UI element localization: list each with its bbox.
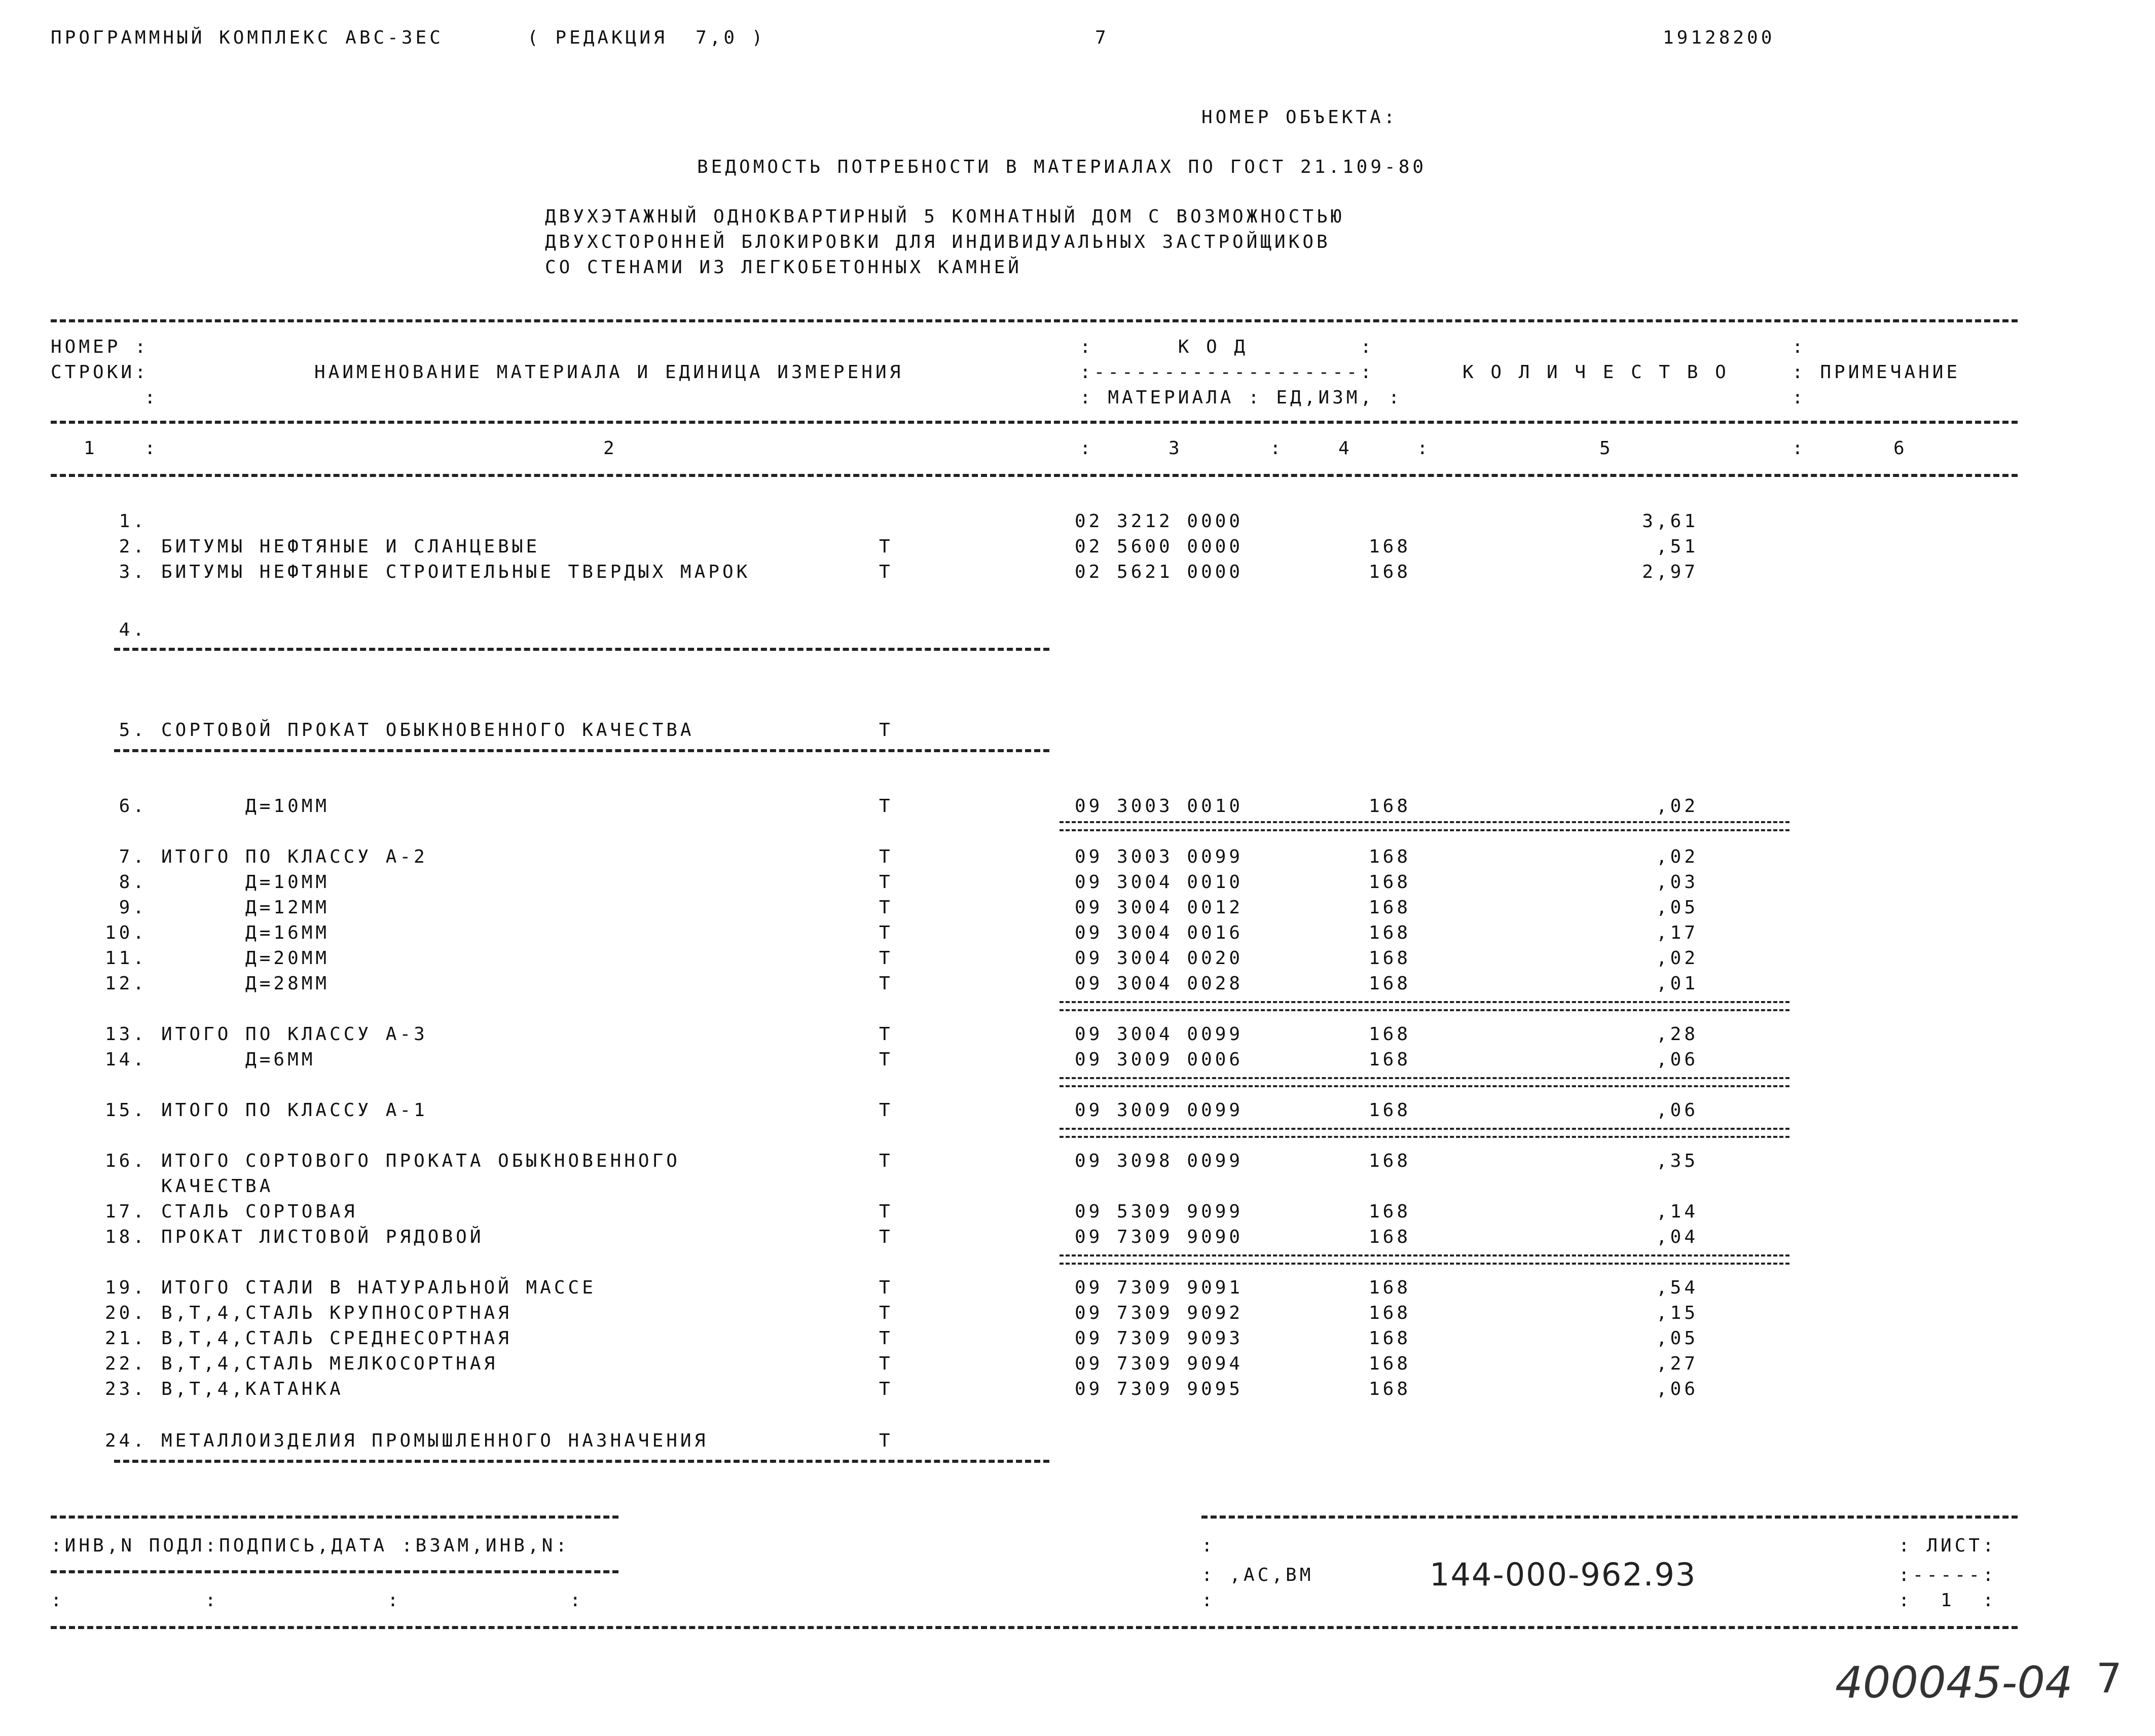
row-number: 11. <box>104 948 147 969</box>
row-number: 8. <box>119 872 147 893</box>
col-code-line2: :-------------------: <box>1080 362 1375 383</box>
material-name: Д=12ММ <box>161 897 330 918</box>
material-name: ИТОГО ПО КЛАССУ А-3 <box>161 1024 428 1045</box>
unit: Т <box>879 846 893 867</box>
unit: Т <box>879 872 893 893</box>
material-name: В,Т,4,СТАЛЬ СРЕДНЕСОРТНАЯ <box>161 1328 512 1349</box>
footer-right-rule <box>1201 1516 2018 1519</box>
row-number: 7. <box>119 846 147 867</box>
col-index-3: 3 <box>1168 438 1183 459</box>
document-number: 144-000-962.93 <box>1430 1556 1697 1593</box>
total-separator <box>1060 1128 1789 1138</box>
footer-right-open-1: : <box>1201 1535 1216 1556</box>
sheet-label: : ЛИСТ: <box>1898 1535 1997 1556</box>
material-code: 09 7309 9095 <box>1075 1379 1244 1399</box>
quantity: ,28 <box>1656 1024 1698 1045</box>
row-number: 13. <box>104 1024 147 1045</box>
col-index-5: 5 <box>1599 438 1614 459</box>
row-number: 12. <box>104 973 147 994</box>
header-rule <box>51 421 2018 424</box>
col-index-sep: : <box>1792 438 1806 459</box>
unit: Т <box>879 1430 893 1451</box>
quantity: ,02 <box>1656 846 1698 867</box>
unit: Т <box>879 948 893 969</box>
row-number: 14. <box>104 1049 147 1070</box>
col-num-line2: СТРОКИ: <box>51 362 149 383</box>
material-code: 09 3003 0099 <box>1075 846 1244 867</box>
material-name: Д=6ММ <box>161 1049 316 1070</box>
col-index-sep: : <box>144 438 159 459</box>
unit: Т <box>879 922 893 943</box>
quantity: ,01 <box>1656 973 1698 994</box>
material-name: БИТУМЫ НЕФТЯНЫЕ И СЛАНЦЕВЫЕ <box>161 536 540 557</box>
quantity: 3,61 <box>1642 511 1698 532</box>
row-number: 1. <box>119 511 147 532</box>
unit: Т <box>879 1049 893 1070</box>
material-name: В,Т,4,СТАЛЬ КРУПНОСОРТНАЯ <box>161 1303 512 1323</box>
unit: Т <box>879 1227 893 1247</box>
row-number: 17. <box>104 1201 147 1222</box>
subtitle-line-1: ДВУХЭТАЖНЫЙ ОДНОКВАРТИРНЫЙ 5 КОМНАТНЫЙ ДОМ С ВОЗМОЖНОСТЬЮ <box>545 206 1345 227</box>
unit: Т <box>879 562 893 582</box>
unit: Т <box>879 536 893 557</box>
quantity: ,05 <box>1656 1328 1698 1349</box>
row-number: 23. <box>104 1379 147 1399</box>
object-number-label: НОМЕР ОБЪЕКТА: <box>1201 107 1398 128</box>
quantity: ,06 <box>1656 1049 1698 1070</box>
unit: Т <box>879 1277 893 1298</box>
section-rule <box>114 648 1049 651</box>
section-rule <box>114 1460 1049 1463</box>
material-code: 09 3004 0012 <box>1075 897 1244 918</box>
unit-code: 168 <box>1369 922 1411 943</box>
unit: Т <box>879 1328 893 1349</box>
row-number: 21. <box>104 1328 147 1349</box>
quantity: ,02 <box>1656 796 1698 817</box>
row-number: 10. <box>104 922 147 943</box>
row-number: 20. <box>104 1303 147 1323</box>
unit-code: 168 <box>1369 562 1411 582</box>
material-code: 09 3004 0099 <box>1075 1024 1244 1045</box>
row-number: 19. <box>104 1277 147 1298</box>
material-code: 02 5600 0000 <box>1075 536 1244 557</box>
unit: Т <box>879 1201 893 1222</box>
section-rule <box>114 749 1049 752</box>
material-code: 09 3004 0010 <box>1075 872 1244 893</box>
unit-code: 168 <box>1369 1277 1411 1298</box>
col-note-line1: : <box>1792 337 1806 357</box>
unit-code: 168 <box>1369 1328 1411 1349</box>
sheet-separator: :-----: <box>1898 1565 1997 1585</box>
material-name: БИТУМЫ НЕФТЯНЫЕ СТРОИТЕЛЬНЫЕ ТВЕРДЫХ МАРОК <box>161 562 751 582</box>
unit-code: 168 <box>1369 1303 1411 1323</box>
row-number: 15. <box>104 1100 147 1121</box>
col-code-line3: : МАТЕРИАЛА : ЕД,ИЗМ, : <box>1080 387 1403 408</box>
unit: Т <box>879 1024 893 1045</box>
quantity: ,35 <box>1656 1151 1698 1171</box>
material-name: Д=16ММ <box>161 922 330 943</box>
col-num-line3: : <box>144 387 159 408</box>
unit: Т <box>879 1353 893 1374</box>
sheet-number: : 1 : <box>1898 1590 1997 1611</box>
quantity: ,17 <box>1656 922 1698 943</box>
footer-signatures-header: :ИНВ,N ПОДЛ:ПОДПИСЬ,ДАТА :ВЗАМ,ИНВ,N: <box>51 1535 570 1556</box>
material-code: 09 3004 0020 <box>1075 948 1244 969</box>
quantity: ,14 <box>1656 1201 1698 1222</box>
material-code: 09 7309 9092 <box>1075 1303 1244 1323</box>
unit-code: 168 <box>1369 846 1411 867</box>
material-name: Д=10ММ <box>161 796 330 817</box>
material-code: 09 7309 9093 <box>1075 1328 1244 1349</box>
row-number: 4. <box>119 619 147 640</box>
unit: Т <box>879 1379 893 1399</box>
unit: Т <box>879 897 893 918</box>
unit-code: 168 <box>1369 948 1411 969</box>
unit-code: 168 <box>1369 1353 1411 1374</box>
quantity: ,27 <box>1656 1353 1698 1374</box>
quantity: ,06 <box>1656 1100 1698 1121</box>
footer-right-open-3: : <box>1201 1590 1216 1611</box>
unit-code: 168 <box>1369 536 1411 557</box>
material-code: 09 3098 0099 <box>1075 1151 1244 1171</box>
unit: Т <box>879 1100 893 1121</box>
col-qty-header: К О Л И Ч Е С Т В О <box>1463 362 1729 383</box>
quantity: ,03 <box>1656 872 1698 893</box>
archive-page: 7 <box>2096 1655 2122 1702</box>
row-number: 6. <box>119 796 147 817</box>
unit-code: 168 <box>1369 1049 1411 1070</box>
material-code: 02 3212 0000 <box>1075 511 1244 532</box>
quantity: ,54 <box>1656 1277 1698 1298</box>
quantity: ,15 <box>1656 1303 1698 1323</box>
col-note-header: : ПРИМЕЧАНИЕ <box>1792 362 1961 383</box>
quantity: ,04 <box>1656 1227 1698 1247</box>
material-name: КАЧЕСТВА <box>161 1176 274 1197</box>
footer-bottom-rule <box>51 1626 2018 1629</box>
col-index-6: 6 <box>1893 438 1908 459</box>
col-index-4: 4 <box>1338 438 1353 459</box>
unit: Т <box>879 1151 893 1171</box>
material-name: СОРТОВОЙ ПРОКАТ ОБЫКНОВЕННОГО КАЧЕСТВА <box>161 720 695 741</box>
subtitle-line-2: ДВУХСТОРОННЕЙ БЛОКИРОВКИ ДЛЯ ИНДИВИДУАЛЬНЫХ ЗАСТРОЙЩИКОВ <box>545 232 1331 252</box>
row-number: 5. <box>119 720 147 741</box>
material-name: Д=28ММ <box>161 973 330 994</box>
total-separator <box>1060 1001 1789 1011</box>
unit-code: 168 <box>1369 1227 1411 1247</box>
unit-code: 168 <box>1369 1201 1411 1222</box>
unit-code: 168 <box>1369 1379 1411 1399</box>
material-code: 09 3004 0028 <box>1075 973 1244 994</box>
unit: Т <box>879 973 893 994</box>
material-code: 09 7309 9090 <box>1075 1227 1244 1247</box>
material-name: ИТОГО СОРТОВОГО ПРОКАТА ОБЫКНОВЕННОГО <box>161 1151 680 1171</box>
document-title: ВЕДОМОСТЬ ПОТРЕБНОСТИ В МАТЕРИАЛАХ ПО ГОСТ 21.109-80 <box>697 157 1427 177</box>
material-name: ПРОКАТ ЛИСТОВОЙ РЯДОВОЙ <box>161 1227 484 1247</box>
col-note-line3: : <box>1792 387 1806 408</box>
col-index-sep: : <box>1270 438 1284 459</box>
col-name-header: НАИМЕНОВАНИЕ МАТЕРИАЛА И ЕДИНИЦА ИЗМЕРЕНИЯ <box>314 362 904 383</box>
unit: Т <box>879 1303 893 1323</box>
edition-label: ( РЕДАКЦИЯ 7,0 ) <box>527 27 766 48</box>
col-index-1: 1 <box>84 438 98 459</box>
quantity: ,02 <box>1656 948 1698 969</box>
page-number-top: 7 <box>1095 27 1109 48</box>
unit: Т <box>879 796 893 817</box>
material-name: Д=10ММ <box>161 872 330 893</box>
footer-signature-cells: : : : : <box>51 1590 584 1611</box>
total-separator <box>1060 821 1789 831</box>
col-index-2: 2 <box>603 438 617 459</box>
total-separator <box>1060 1077 1789 1087</box>
quantity: ,05 <box>1656 897 1698 918</box>
material-code: 09 3009 0099 <box>1075 1100 1244 1121</box>
row-number: 9. <box>119 897 147 918</box>
subtitle-line-3: СО СТЕНАМИ ИЗ ЛЕГКОБЕТОННЫХ КАМНЕЙ <box>545 257 1022 278</box>
col-code-line1: : К О Д : <box>1080 337 1375 357</box>
material-code: 09 3009 0006 <box>1075 1049 1244 1070</box>
material-code: 09 3004 0016 <box>1075 922 1244 943</box>
total-separator <box>1060 1254 1789 1265</box>
material-code: 02 5621 0000 <box>1075 562 1244 582</box>
archive-code: 400045-04 <box>1835 1657 2073 1708</box>
material-code: 09 5309 9099 <box>1075 1201 1244 1222</box>
row-number: 2. <box>119 536 147 557</box>
quantity: ,51 <box>1656 536 1698 557</box>
unit-code: 168 <box>1369 1151 1411 1171</box>
unit: Т <box>879 720 893 741</box>
program-name: ПРОГРАММНЫЙ КОМПЛЕКС АВС-3ЕС <box>51 27 444 48</box>
table-top-rule <box>51 319 2018 322</box>
col-index-sep: : <box>1080 438 1094 459</box>
quantity: 2,97 <box>1642 562 1698 582</box>
material-code: 09 3003 0010 <box>1075 796 1244 817</box>
unit-code: 168 <box>1369 1100 1411 1121</box>
unit-code: 168 <box>1369 973 1411 994</box>
doc-marker: : ,АС,ВМ <box>1201 1565 1314 1585</box>
material-name: В,Т,4,КАТАНКА <box>161 1379 344 1399</box>
row-number: 18. <box>104 1227 147 1247</box>
row-number: 16. <box>104 1151 147 1171</box>
document-code: 19128200 <box>1663 27 1775 48</box>
material-name: ИТОГО ПО КЛАССУ А-2 <box>161 846 428 867</box>
material-code: 09 7309 9094 <box>1075 1353 1244 1374</box>
col-index-sep: : <box>1417 438 1431 459</box>
material-name: ИТОГО ПО КЛАССУ А-1 <box>161 1100 428 1121</box>
footer-left-rule <box>51 1516 618 1519</box>
material-name: Д=20ММ <box>161 948 330 969</box>
col-num-line1: НОМЕР : <box>51 337 149 357</box>
unit-code: 168 <box>1369 1024 1411 1045</box>
unit-code: 168 <box>1369 796 1411 817</box>
material-name: В,Т,4,СТАЛЬ МЕЛКОСОРТНАЯ <box>161 1353 498 1374</box>
footer-left-mid-rule <box>51 1570 618 1573</box>
material-code: 09 7309 9091 <box>1075 1277 1244 1298</box>
quantity: ,06 <box>1656 1379 1698 1399</box>
material-name: СТАЛЬ СОРТОВАЯ <box>161 1201 358 1222</box>
material-name: МЕТАЛЛОИЗДЕЛИЯ ПРОМЫШЛЕННОГО НАЗНАЧЕНИЯ <box>161 1430 709 1451</box>
row-number: 24. <box>104 1430 147 1451</box>
unit-code: 168 <box>1369 897 1411 918</box>
header-bottom-rule <box>51 474 2018 477</box>
unit-code: 168 <box>1369 872 1411 893</box>
material-name: ИТОГО СТАЛИ В НАТУРАЛЬНОЙ МАССЕ <box>161 1277 596 1298</box>
row-number: 22. <box>104 1353 147 1374</box>
row-number: 3. <box>119 562 147 582</box>
